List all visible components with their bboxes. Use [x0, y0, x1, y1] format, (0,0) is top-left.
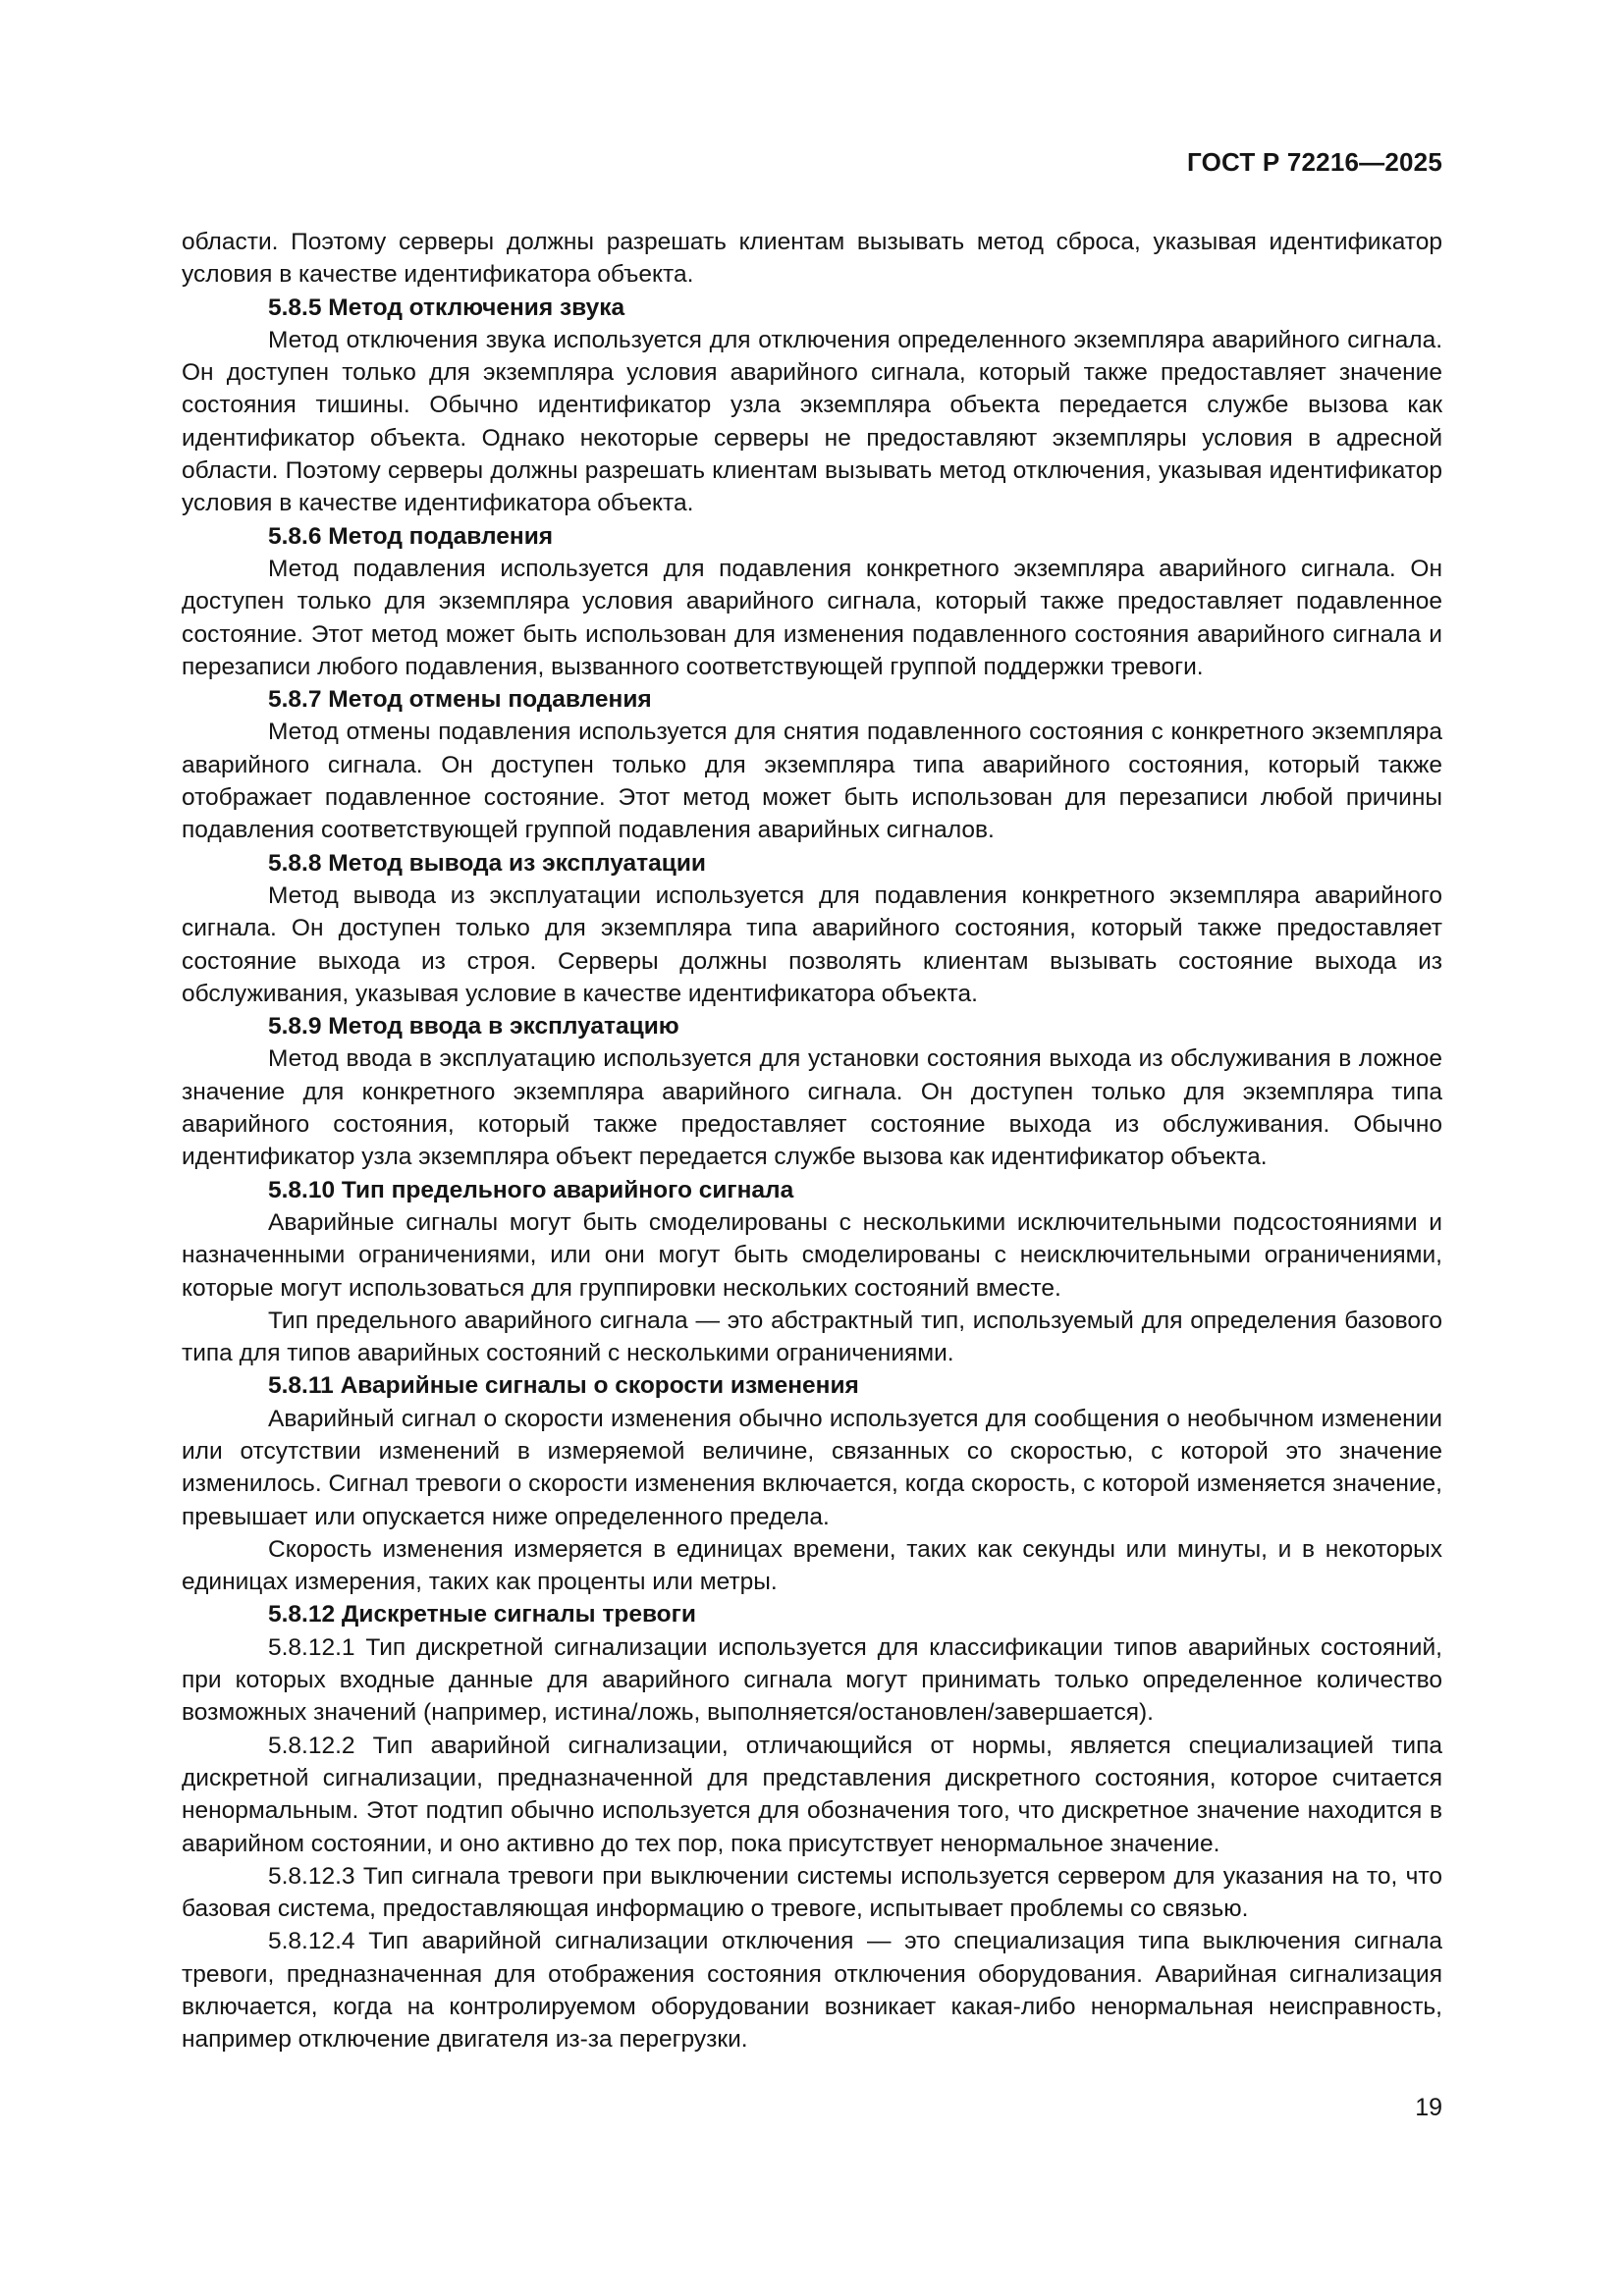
intro-paragraph: области. Поэтому серверы должны разрешать клиентам вызывать метод сброса, указывая идентификатор условия в качестве идентификатора объекта.	[182, 229, 1442, 289]
section-paragraph: Аварийные сигналы могут быть смоделированы с несколькими исключительными подсостояниями и назначенными ограничениями, или они могут быть смоделированы с неисключительными ограничениями, которые могут использоваться для группировки нескольких состояний вместе.	[182, 1208, 1442, 1302]
section-heading: 5.8.9 Метод ввода в эксплуатацию	[268, 1013, 679, 1041]
section-paragraph: Метод отключения звука используется для отключения определенного экземпляра аварийного сигнала. Он доступен только для экземпляра условия аварийного сигнала, который также предоставляет значение состояния тишины. Обычно идентификатор узла экземпляра объекта передается службе вызова как идентификатор объекта. Однако некоторые серверы не предоставляют экземпляры условия в адресной области. Поэтому серверы должны разрешать клиентам вызывать метод отключения, указывая идентификатор условия в качестве идентификатора объекта.	[182, 326, 1442, 517]
section-heading: 5.8.6 Метод подавления	[268, 522, 554, 550]
document-body	[182, 226, 1442, 2056]
section-paragraph: 5.8.12.1 Тип дискретной сигнализации используется для классификации типов аварийных состояний, при которых входные данные для аварийного сигнала могут принимать только определенное количество возможных значений (например, истина/ложь, выполняется/остановлен/завершается).	[182, 1633, 1442, 1727]
section-paragraph: Скорость изменения измеряется в единицах времени, таких как секунды или минуты, и в некоторых единицах измерения, таких как проценты или метры.	[182, 1535, 1442, 1596]
section-heading: 5.8.5 Метод отключения звука	[268, 294, 625, 321]
standard-header: ГОСТ Р 72216—2025	[1187, 147, 1442, 177]
section-paragraph: Метод подавления используется для подавления конкретного экземпляра аварийного сигнала. Он доступен только для экземпляра условия аварийного сигнала, который также предоставляет подавленное состояние. Этот метод может быть использован для изменения подавленного состояния аварийного сигнала и перезаписи любого подавления, вызванного соответствующей группой поддержки тревоги.	[182, 555, 1442, 680]
section-paragraph: Метод вывода из эксплуатации используется для подавления конкретного экземпляра аварийного сигнала. Он доступен только для экземпляра типа аварийного состояния, который также предоставляет состояние выхода из строя. Серверы должны позволять клиентам вызывать состояние выхода из обслуживания, указывая условие в качестве идентификатора объекта.	[182, 881, 1442, 1007]
section-paragraph: 5.8.12.4 Тип аварийной сигнализации отключения — это специализация типа выключения сигнала тревоги, предназначенная для отображения состояния отключения оборудования. Аварийная сигнализация включается, когда на контролируемом оборудовании возникает какая-либо ненормальная неисправность, например отключение двигателя из-за перегрузки.	[182, 1928, 1442, 2054]
section-paragraph: Метод ввода в эксплуатацию используется для установки состояния выхода из обслуживания в ложное значение для конкретного экземпляра аварийного сигнала. Он доступен только для экземпляра типа аварийного состояния, который также предоставляет состояние выхода из обслуживания. Обычно идентификатор узла экземпляра объект передается службе вызова как идентификатор объекта.	[182, 1045, 1442, 1171]
section-paragraph: Аварийный сигнал о скорости изменения обычно используется для сообщения о необычном изменении или отсутствии изменений в измеряемой величине, связанных со скоростью, с которой это значение изменилось. Сигнал тревоги о скорости изменения включается, когда скорость, с которой изменяется значение, превышает или опускается ниже определенного предела.	[182, 1405, 1442, 1530]
page-number: 19	[1415, 2094, 1442, 2121]
section-paragraph: 5.8.12.3 Тип сигнала тревоги при выключении системы используется сервером для указания на то, что базовая система, предоставляющая информацию о тревоге, испытывает проблемы со связью.	[182, 1862, 1442, 1923]
section-heading: 5.8.12 Дискретные сигналы тревоги	[268, 1601, 696, 1629]
section-paragraph: Метод отмены подавления используется для снятия подавленного состояния с конкретного экземпляра аварийного сигнала. Он доступен только для экземпляра типа аварийного состояния, который также отображает подавленное состояние. Этот метод может быть использован для перезаписи любой причины подавления соответствующей группой подавления аварийных сигналов.	[182, 719, 1442, 844]
section-heading: 5.8.7 Метод отмены подавления	[268, 686, 652, 714]
section-paragraph: Тип предельного аварийного сигнала — это абстрактный тип, используемый для определения базового типа для типов аварийных состояний с несколькими ограничениями.	[182, 1307, 1442, 1367]
section-paragraph: 5.8.12.2 Тип аварийной сигнализации, отличающийся от нормы, является специализацией типа дискретной сигнализации, предназначенной для представления дискретного состояния, которое считается ненормальным. Этот подтип обычно используется для обозначения того, что дискретное значение находится в аварийном состоянии, и оно активно до тех пор, пока присутствует ненормальное значение.	[182, 1732, 1442, 1857]
section-heading: 5.8.8 Метод вывода из эксплуатации	[268, 849, 706, 877]
section-heading: 5.8.10 Тип предельного аварийного сигнала	[268, 1176, 794, 1203]
section-heading: 5.8.11 Аварийные сигналы о скорости изменения	[268, 1372, 859, 1400]
